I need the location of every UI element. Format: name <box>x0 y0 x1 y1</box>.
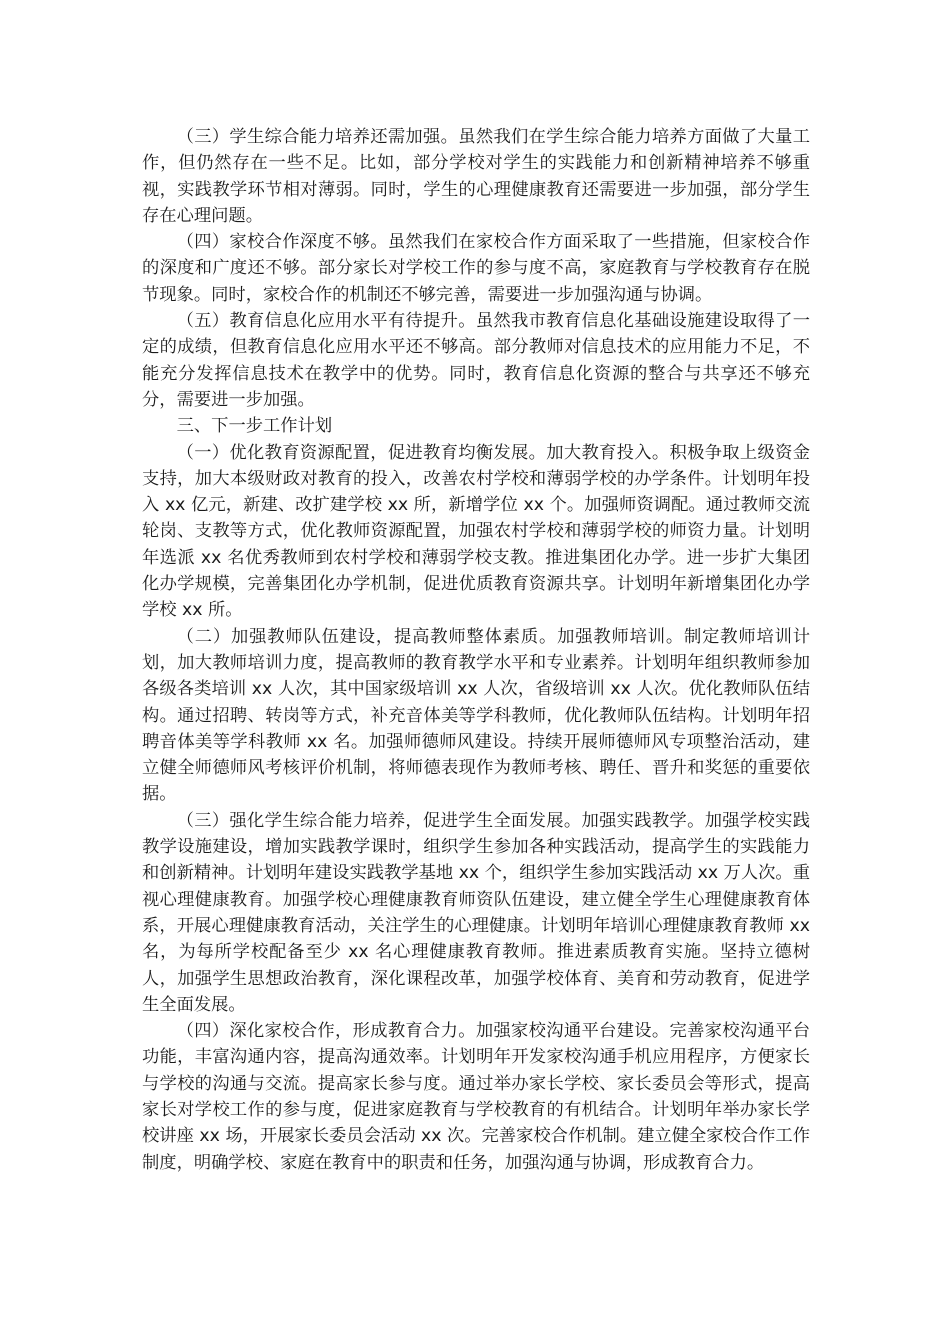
paragraph-plan-4: （四）深化家校合作，形成教育合力。加强家校沟通平台建设。完善家校沟通平台功能，丰富沟通内容，提高沟通效率。计划明年开发家校沟通手机应用程序，方便家长与学校的沟通与交流。提高家长参与度。通过举办家长学校、家长委员会等形式，提高家长对学校工作的参与度，促进家庭教育与学校教育的有机结合。计划明年举办家长学校讲座 xx 场，开展家长委员会活动 xx 次。完善家校合作机制。建立健全家校合作工作制度，明确学校、家庭在教育中的职责和任务，加强沟通与协调，形成教育合力。 <box>142 1021 810 1173</box>
section-heading-next-plan: 三、下一步工作计划 <box>176 416 333 437</box>
paragraph-plan-2: （二）加强教师队伍建设，提高教师整体素质。加强教师培训。制定教师培训计划，加大教师培训力度，提高教师的教育教学水平和专业素养。计划明年组织教师参加各级各类培训 xx 人次，其中国家级培训 xx 人次，省级培训 xx 人次。优化教师队伍结构。通过招聘、转岗等方式，补充音体美等学科教师，优化教师队伍结构。计划明年招聘音体美等学科教师 xx 名。加强师德师风建设。持续开展师德师风专项整治活动，建立健全师德师风考核评价机制，将师德表现作为教师考核、聘任、晋升和奖惩的重要依据。 <box>142 626 810 805</box>
paragraph-weakness-4: （四）家校合作深度不够。虽然我们在家校合作方面采取了一些措施，但家校合作的深度和广度还不够。部分家长对学校工作的参与度不高，家庭教育与学校教育存在脱节现象。同时，家校合作的机制还不够完善，需要进一步加强沟通与协调。 <box>142 232 810 305</box>
document-body <box>142 124 810 1176</box>
paragraph-weakness-5: （五）教育信息化应用水平有待提升。虽然我市教育信息化基础设施建设取得了一定的成绩，但教育信息化应用水平还不够高。部分教师对信息技术的应用能力不足，不能充分发挥信息技术在教学中的优势。同时，教育信息化资源的整合与共享还不够充分，需要进一步加强。 <box>142 311 810 410</box>
paragraph-plan-1: （一）优化教育资源配置，促进教育均衡发展。加大教育投入。积极争取上级资金支持，加大本级财政对教育的投入，改善农村学校和薄弱学校的办学条件。计划明年投入 xx 亿元，新建、改扩建学校 xx 所，新增学位 xx 个。加强师资调配。通过教师交流轮岗、支教等方式，优化教师资源配置，加强农村学校和薄弱学校的师资力量。计划明年选派 xx 名优秀教师到农村学校和薄弱学校支教。推进集团化办学。进一步扩大集团化办学规模，完善集团化办学机制，促进优质教育资源共享。计划明年新增集团化办学学校 xx 所。 <box>142 442 810 621</box>
paragraph-weakness-3: （三）学生综合能力培养还需加强。虽然我们在学生综合能力培养方面做了大量工作，但仍然存在一些不足。比如，部分学校对学生的实践能力和创新精神培养不够重视，实践教学环节相对薄弱。同时，学生的心理健康教育还需要进一步加强，部分学生存在心理问题。 <box>142 127 810 226</box>
paragraph-plan-3: （三）强化学生综合能力培养，促进学生全面发展。加强实践教学。加强学校实践教学设施建设，增加实践教学课时，组织学生参加各种实践活动，提高学生的实践能力和创新精神。计划明年建设实践教学基地 xx 个，组织学生参加实践活动 xx 万人次。重视心理健康教育。加强学校心理健康教育师资队伍建设，建立健全学生心理健康教育体系，开展心理健康教育活动，关注学生的心理健康。计划明年培训心理健康教育教师 xx 名，为每所学校配备至少 xx 名心理健康教育教师。推进素质教育实施。坚持立德树人，加强学生思想政治教育，深化课程改革，加强学校体育、美育和劳动教育，促进学生全面发展。 <box>142 810 810 1015</box>
